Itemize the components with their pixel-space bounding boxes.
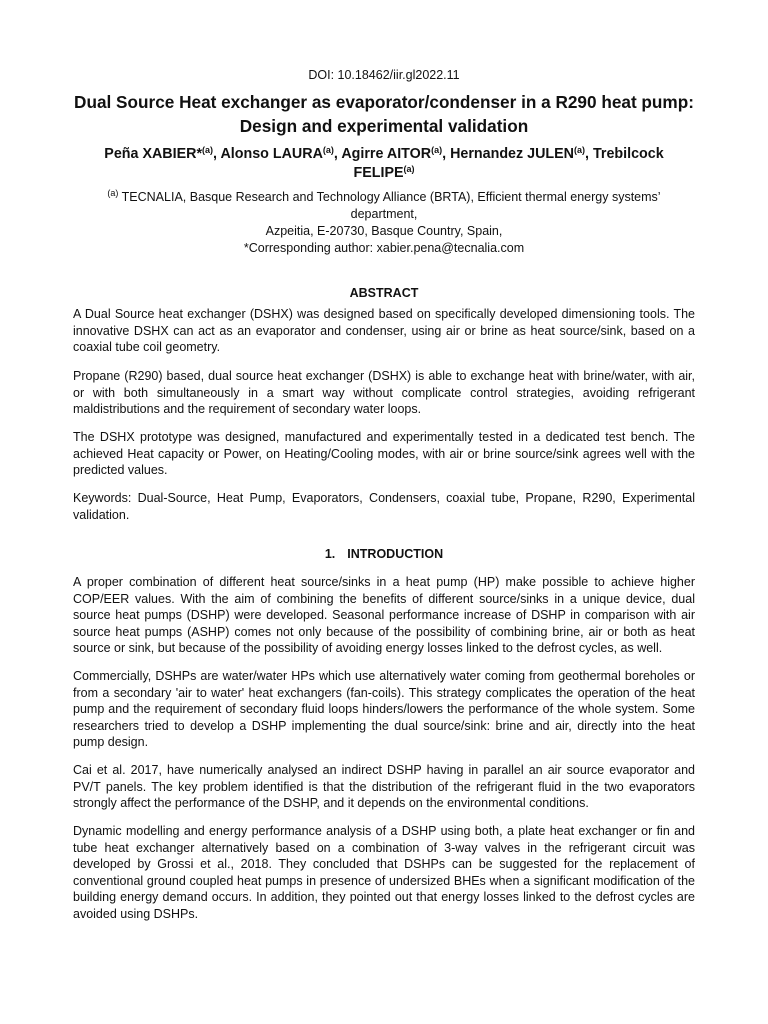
affiliation-mark: (a) <box>107 188 119 198</box>
section-title: INTRODUCTION <box>347 547 444 561</box>
affiliation-address: Azpeitia, E-20730, Basque Country, Spain, <box>265 224 503 238</box>
author-affiliation-mark: (a) <box>202 145 214 155</box>
author-name: Trebilcock FELIPE <box>353 146 664 181</box>
corresponding-author: *Corresponding author: xabier.pena@tecnalia.com <box>243 241 525 255</box>
author-name: Alonso LAURA <box>220 146 323 162</box>
affiliation-institution: TECNALIA, Basque Research and Technology Alliance (BRTA), Efficient thermal energy systems’ department, <box>118 190 661 221</box>
affiliation <box>73 189 695 257</box>
author-list <box>73 145 695 183</box>
author-separator: , <box>585 146 593 162</box>
author-separator: , <box>442 146 451 162</box>
intro-paragraph: Commercially, DSHPs are water/water HPs which use alternatively water coming from geothermal boreholes or from a secondary 'air to water' heat exchangers (fan-coils). This strategy complicates the operation of the heat pump and the requirement of secondary fluid loops hinders/lowers the performance of the whole system. Some researchers tried to develop a DSHP implementing the dual source/sink: brine and air, directly into the heat pump design. <box>73 669 695 750</box>
abstract-paragraph: The DSHX prototype was designed, manufactured and experimentally tested in a dedicated test bench. The achieved Heat capacity or Power, on Heating/Cooling modes, with air or brine source/sink agrees well with the predicted values. <box>73 430 695 478</box>
author-affiliation-mark: (a) <box>431 145 443 155</box>
doi: DOI: 10.18462/iir.gl2022.11 <box>308 68 460 82</box>
abstract-heading: ABSTRACT <box>349 286 419 300</box>
intro-paragraph: Dynamic modelling and energy performance analysis of a DSHP using both, a plate heat exchanger or fin and tube heat exchanger alternatively based on a combination of 3-way valves in the refrigerant circuit was developed by Grossi et al., 2018. They concluded that DSHPs can be suggested for the replacement of conventional ground coupled heat pumps in presence of undersized BHEs when a significant modification of the building energy demand occurs. In addition, they pointed out that energy losses linked to the defrost cycles are avoided using DSHPs. <box>73 824 695 921</box>
author-affiliation-mark: (a) <box>322 145 334 155</box>
intro-paragraph: Cai et al. 2017, have numerically analysed an indirect DSHP having in parallel an air source evaporator and PV/T panels. The key problem identified is that the distribution of the refrigerant fluid in the two evaporators strongly affect the performance of the DSHP, and it depends on the environmental conditions. <box>73 763 695 811</box>
abstract-paragraph: Propane (R290) based, dual source heat exchanger (DSHX) is able to exchange heat with brine/water, with air, or with both simultaneously in a smart way without complicate control strategies, avoiding refrigerant maldistributions and the requirement of secondary water loops. <box>73 369 695 417</box>
author-name: Hernandez JULEN <box>450 146 574 162</box>
abstract-paragraph: A Dual Source heat exchanger (DSHX) was designed based on specifically developed dimensioning tools. The innovative DSHX can act as an evaporator and condenser, using air or brine as heat source/sink, based on a coaxial tube coil geometry. <box>73 307 695 355</box>
author-separator: , <box>213 146 221 162</box>
section-heading-introduction <box>73 546 695 562</box>
section-number: 1. <box>324 547 336 561</box>
author-affiliation-mark: (a) <box>574 145 585 155</box>
affiliation-line <box>73 189 695 223</box>
keywords: Keywords: Dual-Source, Heat Pump, Evaporators, Condensers, coaxial tube, Propane, R290, Experimental validation. <box>73 491 695 522</box>
author-affiliation-mark: (a) <box>403 164 415 174</box>
intro-paragraph: A proper combination of different heat source/sinks in a heat pump (HP) make possible to achieve higher COP/EER values. With the aim of combining the benefits of different source/sinks in a unique device, dual source heat pumps (DSHP) were developed. Seasonal performance increase of DSHP in comparison with air source heat pumps (ASHP) comes not only because of the possibility of combining brine, air or both as heat source or sink, but because of the possibility of avoiding energy losses linked to the defrost cycles, as well. <box>73 575 695 656</box>
author-separator: , <box>333 146 342 162</box>
author-name: Agirre AITOR <box>341 146 432 162</box>
author-name: Peña XABIER* <box>104 146 203 162</box>
paper-title: Dual Source Heat exchanger as evaporator/condenser in a R290 heat pump: Design and experimental validation <box>74 92 694 136</box>
